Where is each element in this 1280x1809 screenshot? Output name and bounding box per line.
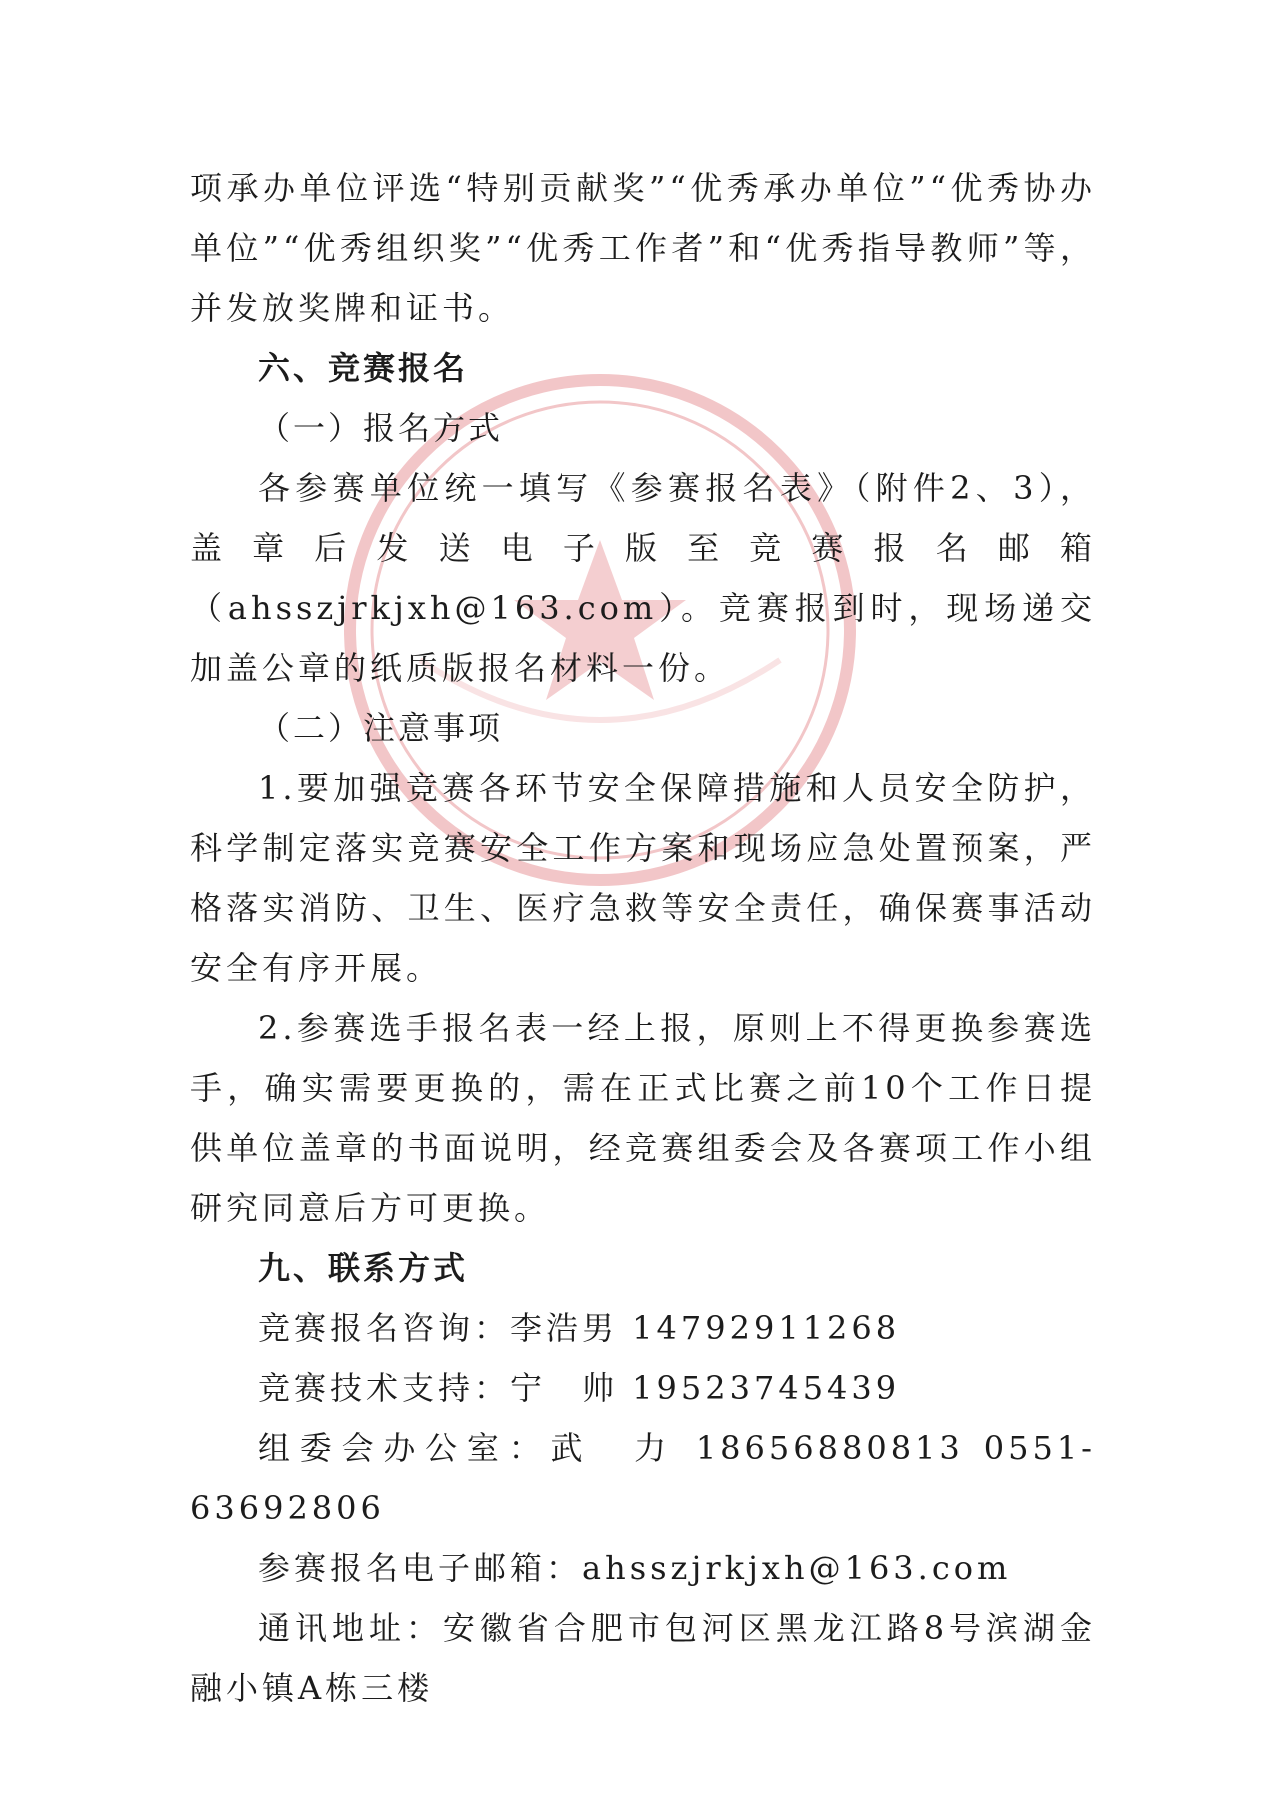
contact-registration: 竞赛报名咨询：李浩男 14792911268 bbox=[258, 1309, 901, 1347]
contact-office: 组委会办公室：武 力 18656880813 0551-63692806 bbox=[190, 1429, 1096, 1527]
contact-tech-support: 竞赛技术支持：宁 帅 19523745439 bbox=[258, 1369, 901, 1407]
document-body bbox=[190, 158, 1096, 1718]
note-item-1: 1.要加强竞赛各环节安全保障措施和人员安全防护，科学制定落实竞赛安全工作方案和现场应急处置预案，严格落实消防、卫生、医疗急救等安全责任，确保赛事活动安全有序开展。 bbox=[190, 769, 1096, 987]
awards-paragraph: 项承办单位评选“特别贡献奖”“优秀承办单位”“优秀协办单位”“优秀组织奖”“优秀工作者”和“优秀指导教师”等，并发放奖牌和证书。 bbox=[190, 169, 1096, 327]
contact-email: 参赛报名电子邮箱：ahsszjrkjxh@163.com bbox=[258, 1549, 1012, 1587]
address-paragraph: 通讯地址：安徽省合肥市包河区黑龙江路8号滨湖金融小镇A栋三楼 bbox=[190, 1609, 1096, 1707]
section-9-heading: 九、联系方式 bbox=[258, 1249, 469, 1287]
subsection-1-heading: （一）报名方式 bbox=[258, 409, 504, 447]
section-6-heading: 六、竞赛报名 bbox=[258, 349, 469, 387]
registration-paragraph: 各参赛单位统一填写《参赛报名表》（附件2、3），盖章后发送电子版至竞赛报名邮箱（ahsszjrkjxh@163.com）。竞赛报到时，现场递交加盖公章的纸质版报名材料一份。 bbox=[190, 469, 1096, 687]
note-item-2: 2.参赛选手报名表一经上报，原则上不得更换参赛选手，确实需要更换的，需在正式比赛之前10个工作日提供单位盖章的书面说明，经竞赛组委会及各赛项工作小组研究同意后方可更换。 bbox=[190, 1009, 1096, 1227]
subsection-2-heading: （二）注意事项 bbox=[258, 709, 504, 747]
